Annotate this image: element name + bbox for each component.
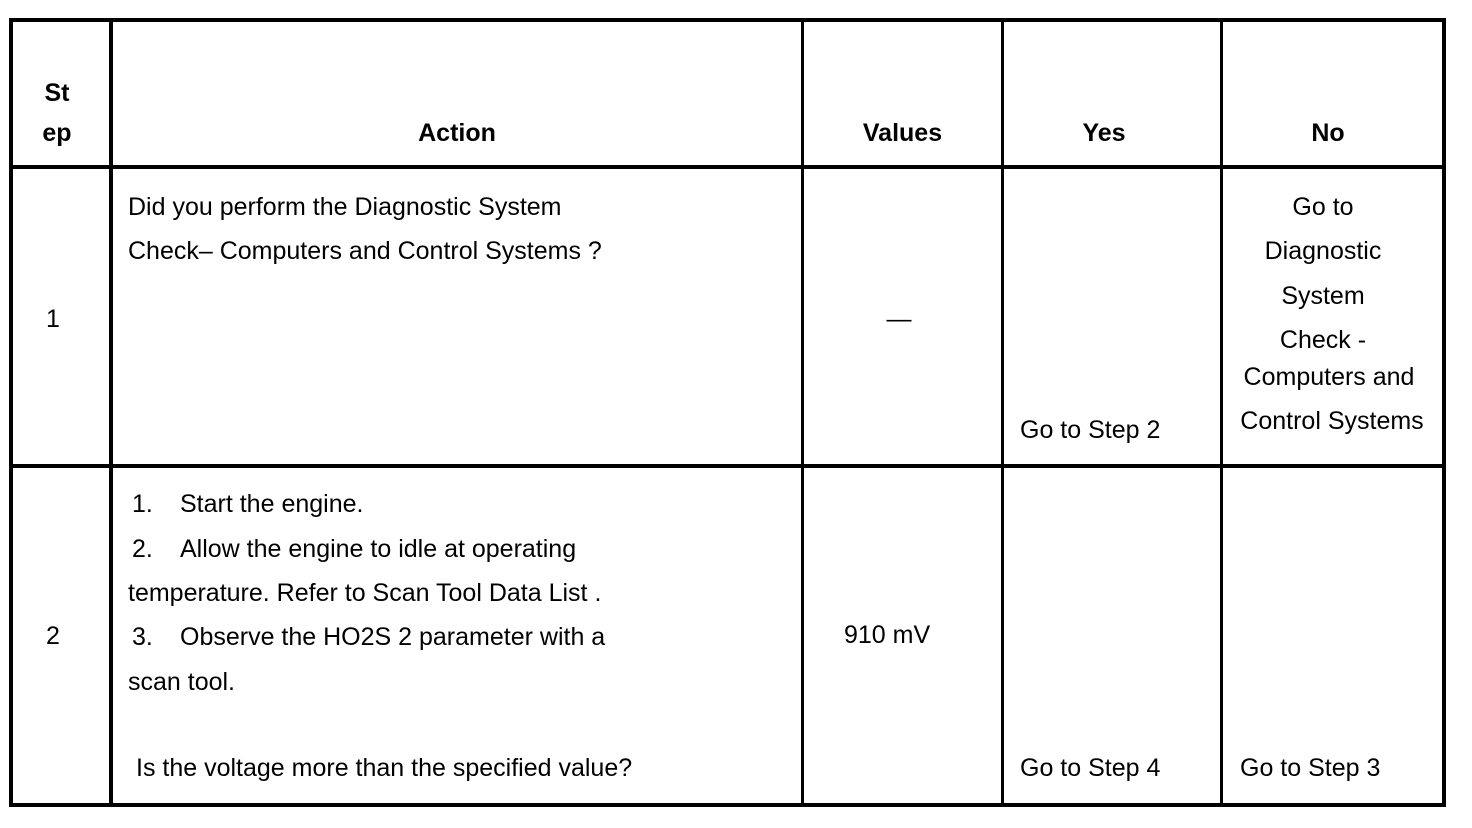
- header-step: [13, 73, 101, 153]
- row1-yes: Go to Step 2: [1020, 416, 1161, 444]
- header-step-line1: St: [44, 79, 70, 107]
- header-action: Action: [418, 119, 496, 147]
- row2-item1-text: Start the engine.: [180, 490, 364, 518]
- table-border-bottom: [9, 803, 1446, 807]
- header-yes: Yes: [1082, 119, 1126, 147]
- row-divider: [9, 464, 1446, 468]
- row2-item3-number: 3.: [132, 623, 153, 651]
- row2-item3-text: Observe the HO2S 2 parameter with a: [180, 623, 606, 651]
- row1-no-line1: Go to: [1292, 193, 1354, 221]
- diagnostic-table: [9, 18, 1446, 807]
- row1-action-line2: Check– Computers and Control Systems ?: [128, 237, 602, 265]
- row1-no-line2: Diagnostic: [1264, 237, 1382, 265]
- row1-action-line1: Did you perform the Diagnostic System: [128, 193, 562, 221]
- row2-no: Go to Step 3: [1240, 754, 1381, 782]
- row2-item2-number: 2.: [132, 535, 153, 563]
- row1-value: —: [886, 305, 912, 333]
- header-divider: [9, 165, 1446, 169]
- table-border-right: [1442, 18, 1446, 807]
- row2-item1: [128, 482, 363, 526]
- row2-item2-continuation: temperature. Refer to Scan Tool Data List .: [128, 579, 602, 607]
- row2-yes: Go to Step 4: [1020, 754, 1161, 782]
- table-border-top: [9, 18, 1446, 22]
- row2-question: Is the voltage more than the specified value?: [136, 754, 633, 782]
- row1-no-line6: Control Systems: [1240, 407, 1424, 435]
- row2-item2: [128, 527, 576, 571]
- row1-no-line3: System: [1281, 282, 1365, 310]
- row2-item3: [128, 615, 605, 659]
- row2-item2-text: Allow the engine to idle at operating: [180, 535, 577, 563]
- header-values: Values: [862, 119, 943, 147]
- row2-item1-number: 1.: [132, 490, 153, 518]
- header-step-line2: ep: [42, 119, 72, 147]
- header-no: No: [1311, 119, 1345, 147]
- row2-step: 2: [46, 622, 60, 650]
- row2-item3-continuation: scan tool.: [128, 668, 236, 696]
- row2-value: 910 mV: [844, 621, 931, 649]
- row1-no-line5: Computers and: [1243, 363, 1415, 391]
- row1-no-line4: Check -: [1279, 326, 1367, 354]
- row1-step: 1: [46, 305, 60, 333]
